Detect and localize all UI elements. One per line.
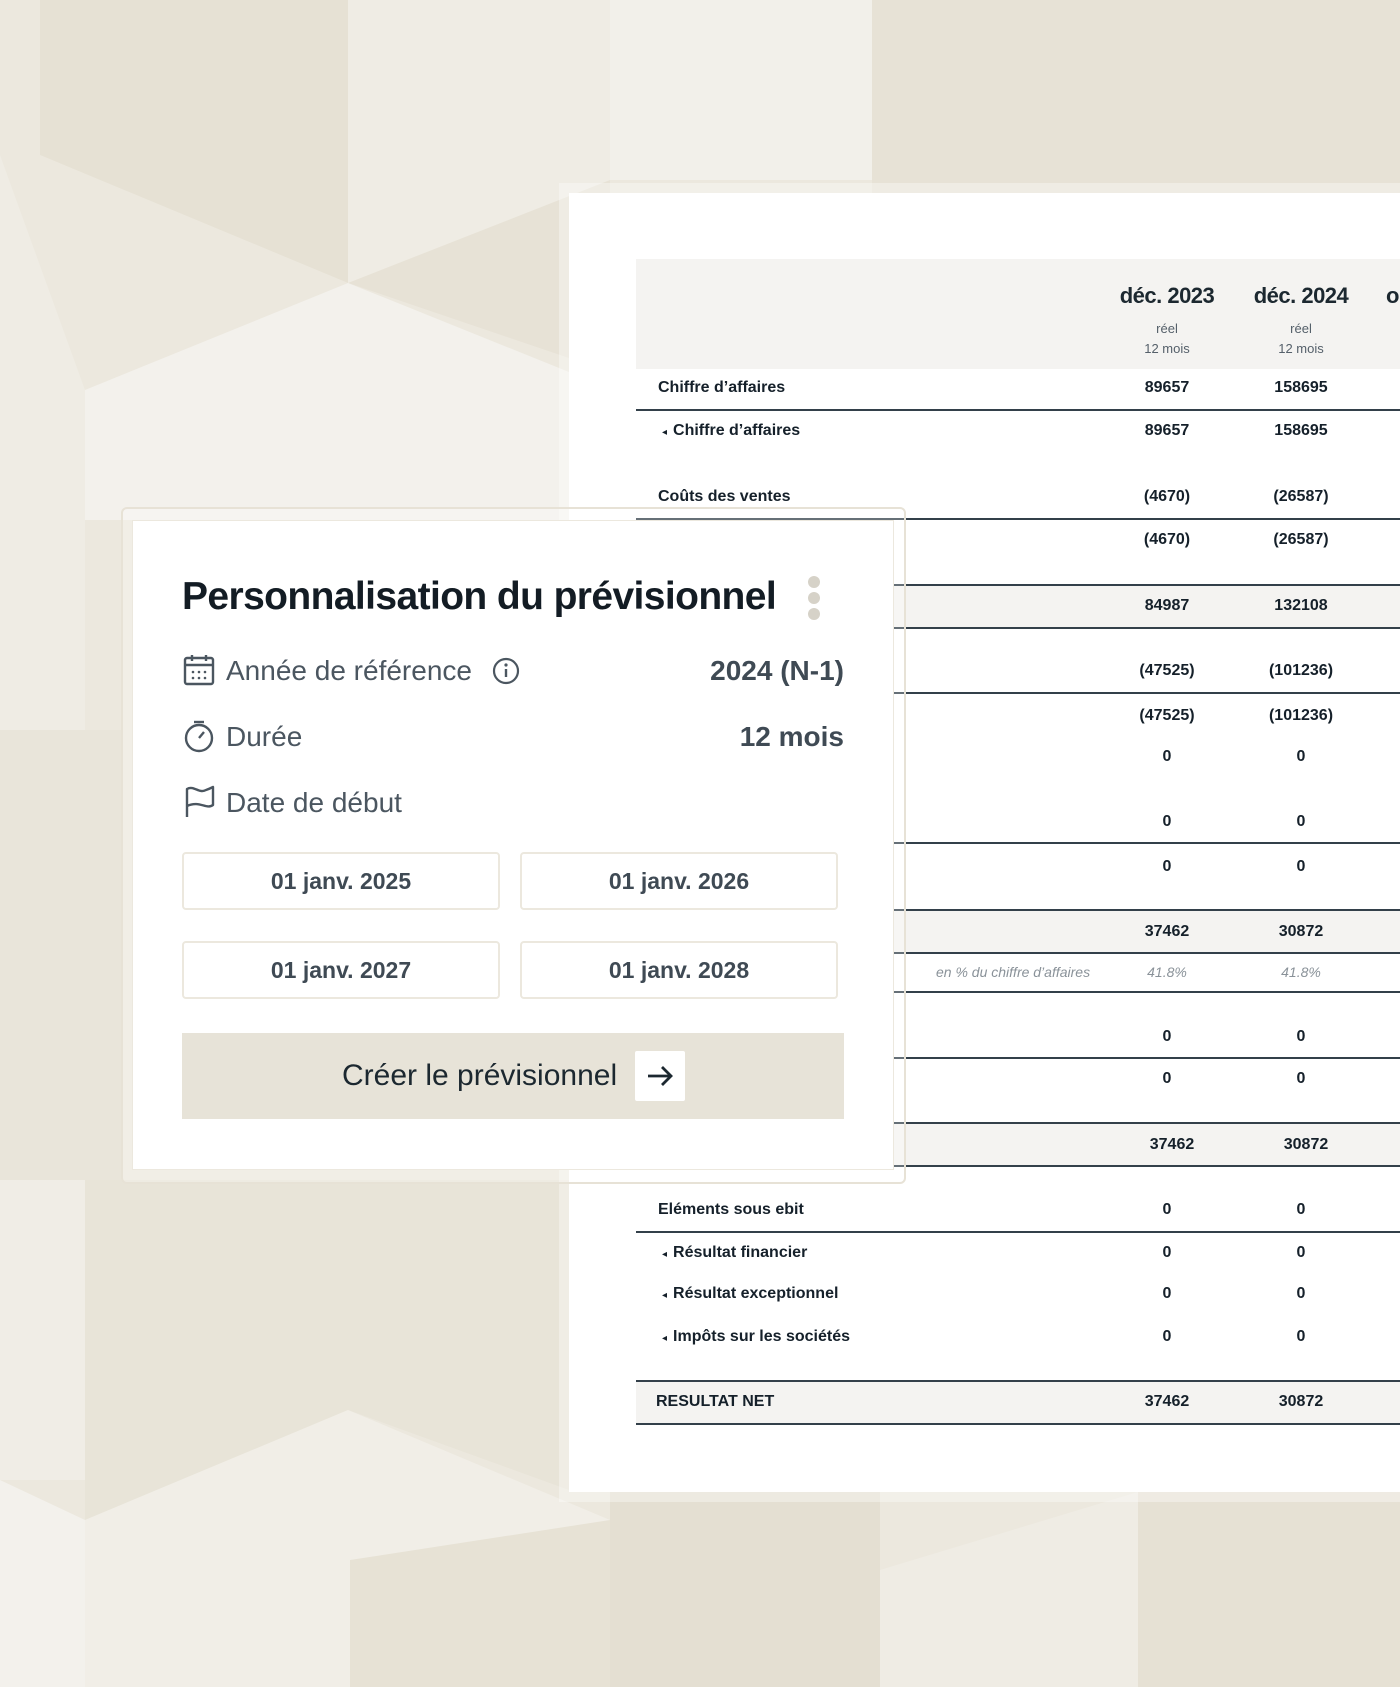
card-title: Personnalisation du prévisionnel [182, 575, 777, 618]
value-2024: (101236) [1268, 662, 1334, 679]
value-2023: (47525) [1139, 707, 1195, 724]
flag-icon [182, 785, 216, 819]
info-icon[interactable] [492, 657, 520, 685]
value-2023: 0 [1162, 1244, 1172, 1261]
value-2023: 0 [1162, 1028, 1172, 1045]
value-2024: (101236) [1268, 707, 1334, 724]
arrow-right-icon [635, 1051, 685, 1101]
value-2023: 37462 [1144, 923, 1190, 940]
value-2023: 89657 [1144, 379, 1190, 396]
percent-label: en % du chiffre d’affaires [936, 964, 1091, 980]
row-label: RESULTAT NET [656, 1393, 775, 1410]
value-2024: 41.8% [1281, 964, 1321, 980]
duration-setting [182, 717, 844, 757]
value-2023: 84987 [1144, 597, 1190, 614]
value-2024: (26587) [1273, 531, 1329, 548]
value-2024: 0 [1296, 748, 1306, 765]
column-period: déc. 2023 [1119, 283, 1215, 308]
duration-label: Durée [226, 721, 303, 752]
reference-year-label: Année de référence [226, 655, 472, 686]
value-2023: 0 [1162, 1285, 1172, 1302]
value-2023: 0 [1162, 813, 1172, 830]
column-duration: 12 mois [1278, 341, 1324, 356]
value-2024: 0 [1296, 1285, 1306, 1302]
date-option-button[interactable]: 01 janv. 2026 [520, 852, 838, 910]
value-2024: 0 [1296, 1070, 1306, 1087]
calendar-icon [182, 653, 216, 687]
reference-year-setting [182, 651, 844, 691]
value-2024: 30872 [1278, 923, 1324, 940]
row-label: Chiffre d’affaires [658, 379, 786, 396]
value-2023: (47525) [1139, 662, 1195, 679]
value-2023: 0 [1162, 1201, 1172, 1218]
value-2023: (4670) [1143, 531, 1191, 548]
create-forecast-label: Créer le prévisionnel [342, 1059, 618, 1092]
row-label: Eléments sous ebit [658, 1201, 804, 1218]
value-2023: 0 [1162, 748, 1172, 765]
row-label: ◂ Résultat financier [662, 1244, 807, 1262]
value-2024: 0 [1296, 858, 1306, 875]
column-header-2023 [1097, 283, 1237, 359]
date-option-button[interactable]: 01 janv. 2025 [182, 852, 500, 910]
column-type: réel [1156, 321, 1178, 336]
value-2023: 41.8% [1147, 964, 1187, 980]
value-2024: 158695 [1274, 379, 1328, 396]
value-2024: (26587) [1273, 488, 1329, 505]
value-2024: 30872 [1278, 1393, 1324, 1410]
value-2024: 0 [1296, 1201, 1306, 1218]
timer-icon [182, 719, 216, 753]
value-2023: 89657 [1144, 422, 1190, 439]
value-2024: 0 [1296, 813, 1306, 830]
forecast-settings-card [132, 520, 894, 1170]
value-2024: 0 [1296, 1328, 1306, 1345]
row-divider [636, 1231, 1400, 1233]
row-label: Coûts des ventes [658, 488, 791, 505]
value-2023: 0 [1162, 858, 1172, 875]
row-label: ◂ Impôts sur les sociétés [662, 1328, 850, 1346]
start-date-label: Date de début [226, 787, 402, 818]
create-forecast-button[interactable] [182, 1033, 844, 1119]
value-2023: (4670) [1143, 488, 1191, 505]
value-2024: 0 [1296, 1028, 1306, 1045]
row-divider [636, 1380, 1400, 1382]
column-period: o [1386, 283, 1399, 308]
reference-year-value[interactable]: 2024 (N-1) [710, 655, 844, 686]
column-header-2024 [1231, 283, 1371, 359]
column-type: réel [1290, 321, 1312, 336]
value-2024: 0 [1296, 1244, 1306, 1261]
value-2023: 37462 [1144, 1393, 1190, 1410]
row-divider [636, 1423, 1400, 1425]
row-label: ◂ Chiffre d’affaires [662, 422, 800, 440]
column-period: déc. 2024 [1253, 283, 1349, 308]
row-label: ◂ Résultat exceptionnel [662, 1285, 838, 1303]
value-2023: 0 [1162, 1070, 1172, 1087]
date-option-button[interactable]: 01 janv. 2028 [520, 941, 838, 999]
value-2023: 37462 [1149, 1136, 1195, 1153]
column-header-next [1386, 283, 1400, 309]
value-2024: 158695 [1274, 422, 1328, 439]
more-options-icon[interactable] [808, 576, 822, 624]
date-option-button[interactable]: 01 janv. 2027 [182, 941, 500, 999]
value-2024: 30872 [1283, 1136, 1329, 1153]
column-duration: 12 mois [1144, 341, 1190, 356]
value-2024: 132108 [1274, 597, 1328, 614]
value-2023: 0 [1162, 1328, 1172, 1345]
start-date-setting [182, 783, 844, 823]
duration-value[interactable]: 12 mois [739, 721, 844, 752]
row-divider [636, 409, 1400, 411]
